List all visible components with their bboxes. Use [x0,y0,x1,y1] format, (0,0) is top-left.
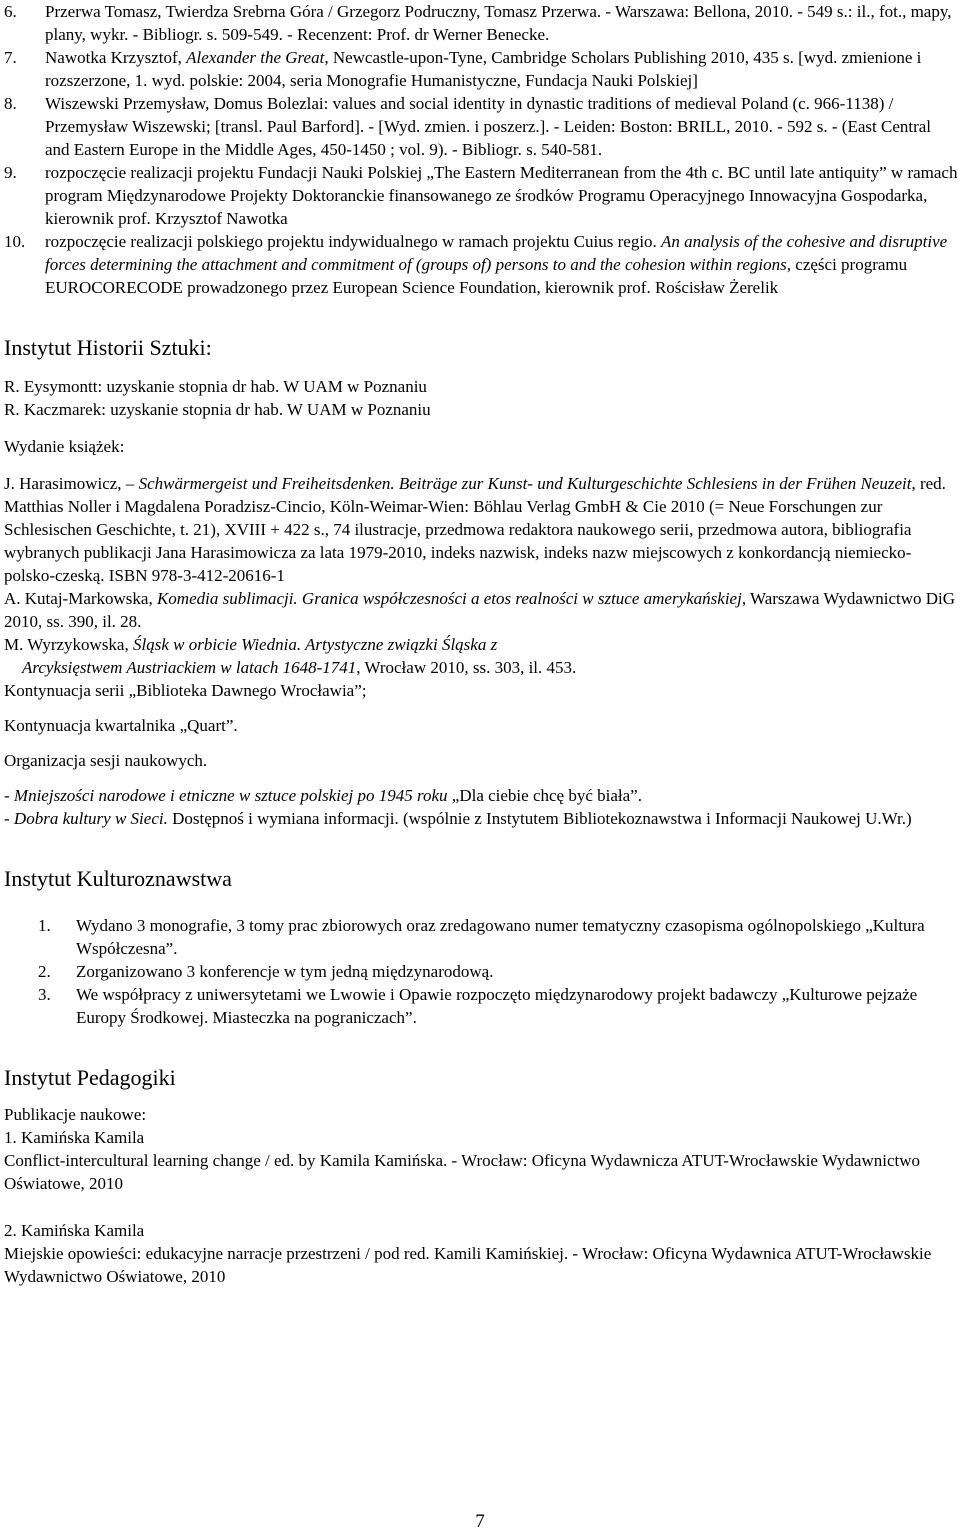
list-item [4,914,958,960]
item-number: 6. [4,2,17,21]
item-number: 3. [38,985,51,1004]
books-heading: Wydanie książek: [4,437,125,456]
item-number: 9. [4,163,17,182]
book-details: , Wrocław 2010, ss. 303, il. 453. [356,658,577,677]
item-number: 1. [38,916,51,935]
item-text: Zorganizowano 3 konferencje w tym jedną międzynarodową. [76,962,494,981]
item-text: Wydano 3 monografie, 3 tomy prac zbiorowych oraz zredagowano numer tematyczny czasopisma ogólnopolskiego „Kultura Współczesna”. [76,916,925,958]
book-details: , red. Matthias Noller i Magdalena Poradzisz-Cincio, Köln-Weimar-Wien: Böhlau Verlag GmbH & Cie 2010 (= Neue Forschungen zur Schlesischen Geschichte, t. 21), XVIII + 422 s., 74 ilustracje, przedmowa redaktora naukowego serii, przedmowa autora, bibliografia wybranych publikacji Jana Harasimowicza za lata 1979-2010, indeks nazwisk, indeks nazw miejscowych z konkordancją niemiecko-polsko-czeską. ISBN 978-3-412-20616-1 [4,474,946,585]
book-list [4,472,958,702]
session-title: Mniejszości narodowe i etniczne w sztuce polskiej po 1945 roku [13,786,448,805]
item-number: 8. [4,94,17,113]
publication-author: 1. Kamińska Kamila [4,1128,145,1147]
page-content [4,0,958,1288]
session-dash: - [4,809,14,828]
item-text: rozpoczęcie realizacji polskiego projektu indywidualnego w ramach projektu Cuius regio. [45,232,662,251]
sessions-heading: Organizacja sesji naukowych. [4,751,208,770]
publication-text: Miejskie opowieści: edukacyjne narracje przestrzeni / pod red. Kamili Kamińskiej. - Wrocław: Oficyna Wydawnica ATUT-Wrocławskie Wydawnictwo Oświatowe, 2010 [4,1244,932,1286]
item-text: Nawotka Krzysztof, [45,48,187,67]
item-title-italic: An analysis of the cohesive and disruptive forces determining the attachment and commitment of (groups of) persons to and the cohesion within regions [45,232,948,274]
session-entry [4,784,958,807]
list-item [4,230,958,299]
publication-author: 2. Kamińska Kamila [4,1221,145,1240]
list-item [4,960,958,983]
session-details: Dostępnoś i wymiana informacji. (wspólnie z Instytutem Bibliotekoznawstwa i Informacji Naukowej U.Wr.) [167,809,912,828]
section-heading-kulturoznawstwo: Instytut Kulturoznawstwa [4,866,232,891]
list-item [4,92,958,161]
book-title: Schwärmergeist und Freiheitsdenken. Beiträge zur Kunst- und Kulturgeschichte Schlesiens in der Frühen Neuzeit [138,474,912,493]
quarterly-line: Kontynuacja kwartalnika „Quart”. [4,716,238,735]
item-text: , części programu EUROCORECODE prowadzonego przez European Science Foundation, kierownik prof. Rościsław Żerelik [45,255,908,297]
book-entry [4,587,958,633]
session-entry [4,807,958,830]
session-subtitle: „Dla ciebie chcę być biała”. [447,786,642,805]
item-number: 2. [38,962,51,981]
book-author: A. Kutaj-Markowska, [4,589,157,608]
section-heading-pedagogika: Instytut Pedagogiki [4,1065,176,1090]
page-number: 7 [475,1511,485,1532]
list-item [4,0,958,46]
book-author: J. Harasimowicz, – [4,474,139,493]
item-text: rozpoczęcie realizacji projektu Fundacji Nauki Polskiej „The Eastern Mediterranean from the 4th c. BC until late antiquity” w ramach program Międzynarodowe Projekty Doktoranckie finansowanego ze środków Programu Operacyjnego Innowacyjna Gospodarka, kierownik prof. Krzysztof Nawotka [45,163,958,228]
session-title: Dobra kultury w Sieci. [13,809,168,828]
item-text: We współpracy z uniwersytetami we Lwowie i Opawie rozpoczęto międzynarodowy projekt badawczy „Kulturowe pejzaże Europy Środkowej. Miasteczka na pograniczach”. [76,985,918,1027]
book-details: , Warszawa Wydawnictwo DiG 2010, ss. 390, il. 28. [4,589,956,631]
numbered-publication-list [4,0,958,299]
item-title-italic: Alexander the Great [186,48,325,67]
publications-heading: Publikacje naukowe: [4,1105,147,1124]
item-number: 7. [4,48,17,67]
section-heading-historia-sztuki: Instytut Historii Sztuki: [4,335,212,360]
book-entry-continuation [4,656,958,679]
book-entry [4,633,958,679]
session-dash: - [4,786,14,805]
item-number: 10. [4,232,26,251]
book-entry [4,472,958,587]
kulturoznawstwo-list [4,914,958,1029]
book-title: Śląsk w orbicie Wiednia. Artystyczne związki Śląska z [132,635,498,654]
item-text: , Newcastle-upon-Tyne, Cambridge Scholars Publishing 2010, 435 s. [wyd. zmienione i rozszerzone, 1. wyd. polskie: 2004, seria Monografie Humanistyczne, Fundacja Nauki Polskiej] [45,48,922,90]
list-item [4,983,958,1029]
habilitation-line: R. Kaczmarek: uzyskanie stopnia dr hab. W UAM w Poznaniu [4,400,431,419]
book-author: M. Wyrzykowska, [4,635,133,654]
item-text: Przerwa Tomasz, Twierdza Srebrna Góra / Grzegorz Podruczny, Tomasz Przerwa. - Warszawa: Bellona, 2010. - 549 s.: il., fot., mapy, plany, wykr. - Bibliogr. s. 509-549. - Recenzent: Prof. dr Werner Benecke. [45,2,952,44]
book-title: Komedia sublimacji. Granica współczesności a etos realności w sztuce amerykańskiej [156,589,742,608]
publication-text: Conflict-intercultural learning change / ed. by Kamila Kamińska. - Wrocław: Oficyna Wydawnicza ATUT-Wrocławskie Wydawnictwo Oświatowe, 2010 [4,1151,921,1193]
habilitation-line: R. Eysymontt: uzyskanie stopnia dr hab. W UAM w Poznaniu [4,377,427,396]
list-item [4,46,958,92]
series-line: Kontynuacja serii „Biblioteka Dawnego Wrocławia”; [4,681,367,700]
list-item [4,161,958,230]
book-title: Arcyksięstwem Austriackiem w latach 1648-1741 [22,658,357,677]
item-text: Wiszewski Przemysław, Domus Bolezlai: values and social identity in dynastic traditions of medieval Poland (c. 966-1138) / Przemysław Wiszewski; [transl. Paul Barford]. - [Wyd. zmien. i poszerz.]. - Leiden: Boston: BRILL, 2010. - 592 s. - (East Central and Eastern Europe in the Middle Ages, 450-1450 ; vol. 9). - Bibliogr. s. 540-581. [45,94,932,159]
